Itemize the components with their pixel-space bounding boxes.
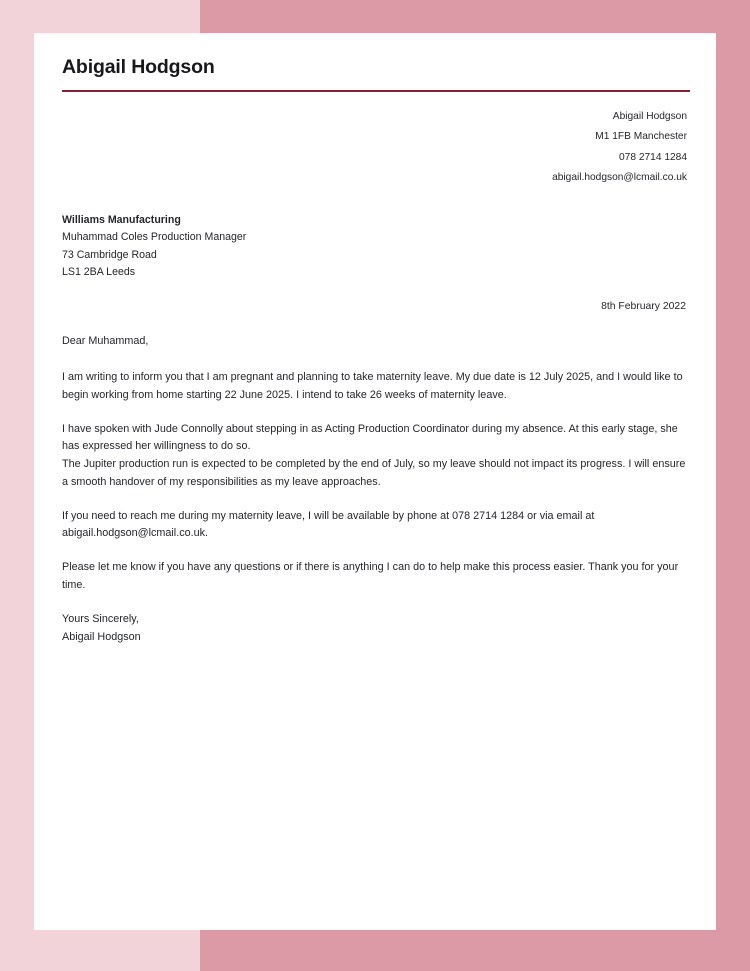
recipient-contact: Muhammad Coles Production Manager	[62, 231, 247, 244]
title-divider	[62, 90, 690, 92]
closing-line: Yours Sincerely,	[62, 613, 139, 626]
page-title: Abigail Hodgson	[62, 56, 215, 78]
recipient-city: LS1 2BA Leeds	[62, 265, 136, 278]
recipient-street: 73 Cambridge Road	[62, 248, 157, 261]
sender-address: M1 1FB Manchester	[595, 131, 687, 143]
salutation: Dear Muhammad,	[62, 335, 149, 348]
letter-body	[62, 369, 688, 594]
recipient-address-block	[62, 212, 688, 281]
body-paragraph: If you need to reach me during my maternity leave, I will be available by phone at 078 2714 1284 or via email at abigail.hodgson@lcmail.co.uk.	[62, 509, 595, 540]
body-paragraph: Please let me know if you have any questions or if there is anything I can do to help make this process easier. Thank you for your time.	[62, 561, 679, 592]
sender-name: Abigail Hodgson	[612, 110, 687, 122]
sender-email: abigail.hodgson@lcmail.co.uk	[552, 172, 687, 184]
body-paragraph: I am writing to inform you that I am pregnant and planning to take maternity leave. My due date is 12 July 2025, and I would like to begin working from home starting 22 June 2025. I intend to take 26 weeks of maternity leave.	[62, 371, 683, 401]
body-paragraph: The Jupiter production run is expected to be completed by the end of July, so my leave should not impact its progress. I will ensure a smooth handover of my responsibilities as my leave approaches.	[62, 458, 686, 488]
body-paragraph: I have spoken with Jude Connolly about stepping in as Acting Production Coordinator during my absence. At this early stage, she has expressed her willingness to do so.	[62, 422, 678, 453]
letter-page	[34, 33, 716, 930]
recipient-organisation: Williams Manufacturing	[62, 213, 181, 226]
sender-phone: 078 2714 1284	[619, 151, 687, 163]
signature-name: Abigail Hodgson	[62, 630, 141, 643]
letter-date: 8th February 2022	[601, 301, 686, 313]
sender-address-block	[62, 107, 688, 189]
letter-signoff	[62, 611, 688, 646]
